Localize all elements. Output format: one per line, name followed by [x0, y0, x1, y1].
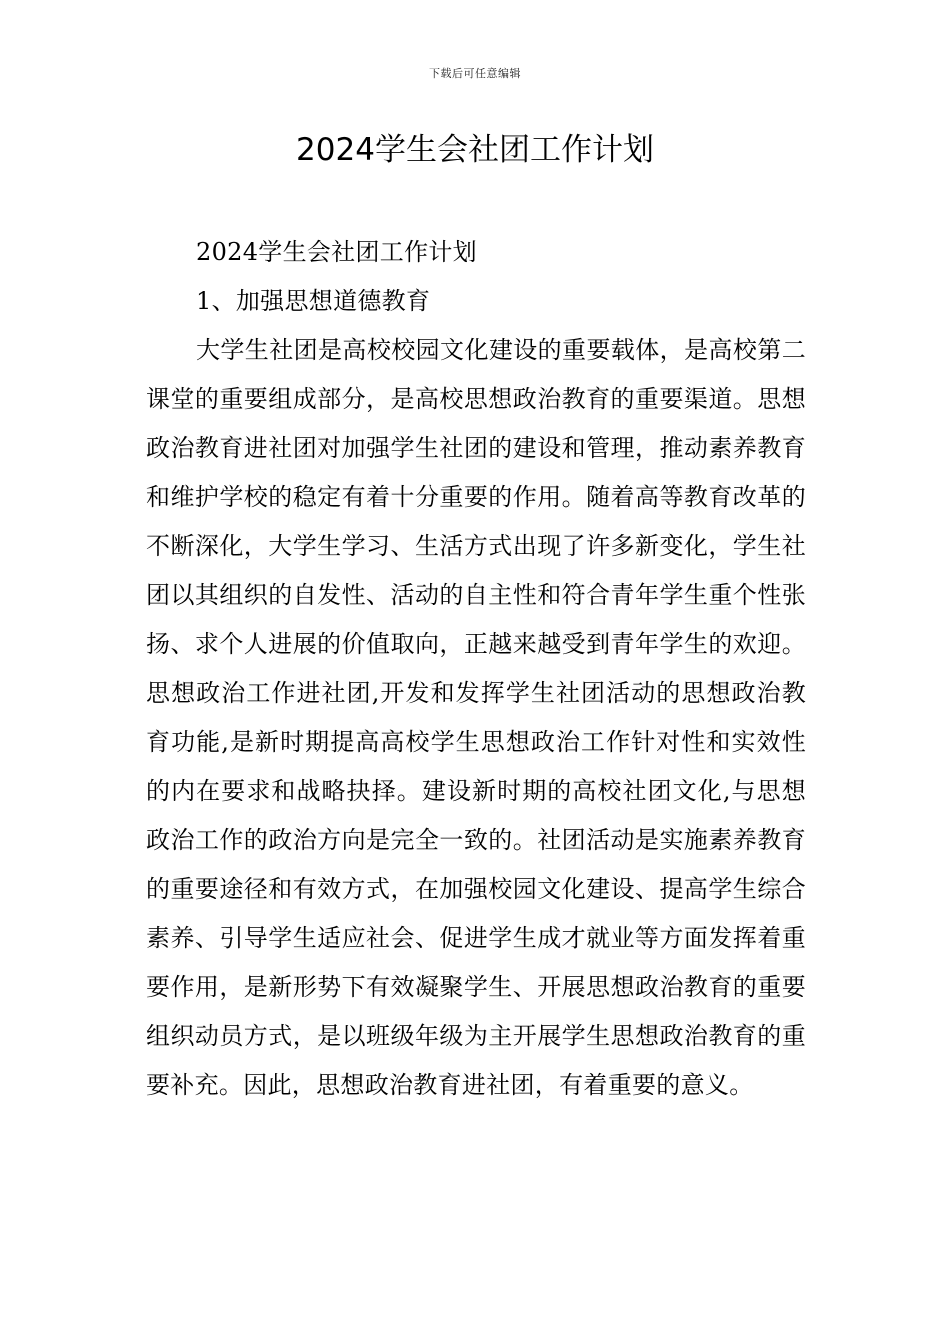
document-title: 2024学生会社团工作计划 [296, 132, 654, 168]
body-paragraph: 大学生社团是高校校园文化建设的重要载体，是高校第二课堂的重要组成部分，是高校思想政治教育的重要渠道。思想政治教育进社团对加强学生社团的建设和管理，推动素养教育和维护学校的稳定有着十分重要的作用。随着高等教育改革的不断深化，大学生学习、生活方式出现了许多新变化，学生社团以其组织的自发性、活动的自主性和符合青年学生重个性张扬、求个人进展的价值取向，正越来越受到青年学生的欢迎。思想政治工作进社团,开发和发挥学生社团活动的思想政治教育功能,是新时期提高高校学生思想政治工作针对性和实效性的内在要求和战略抉择。建设新时期的高校社团文化,与思想政治工作的政治方向是完全一致的。社团活动是实施素养教育的重要途径和有效方式，在加强校园文化建设、提高学生综合素养、引导学生适应社会、促进学生成才就业等方面发挥着重要作用，是新形势下有效凝聚学生、开展思想政治教育的重要组织动员方式，是以班级年级为主开展学生思想政治教育的重要补充。因此，思想政治教育进社团，有着重要的意义。 [146, 336, 806, 1099]
document-subtitle: 2024学生会社团工作计划 [196, 238, 477, 266]
header-note: 下载后可任意编辑 [429, 67, 521, 80]
document-body [146, 228, 806, 1110]
section-heading: 1、加强思想道德教育 [196, 287, 431, 315]
